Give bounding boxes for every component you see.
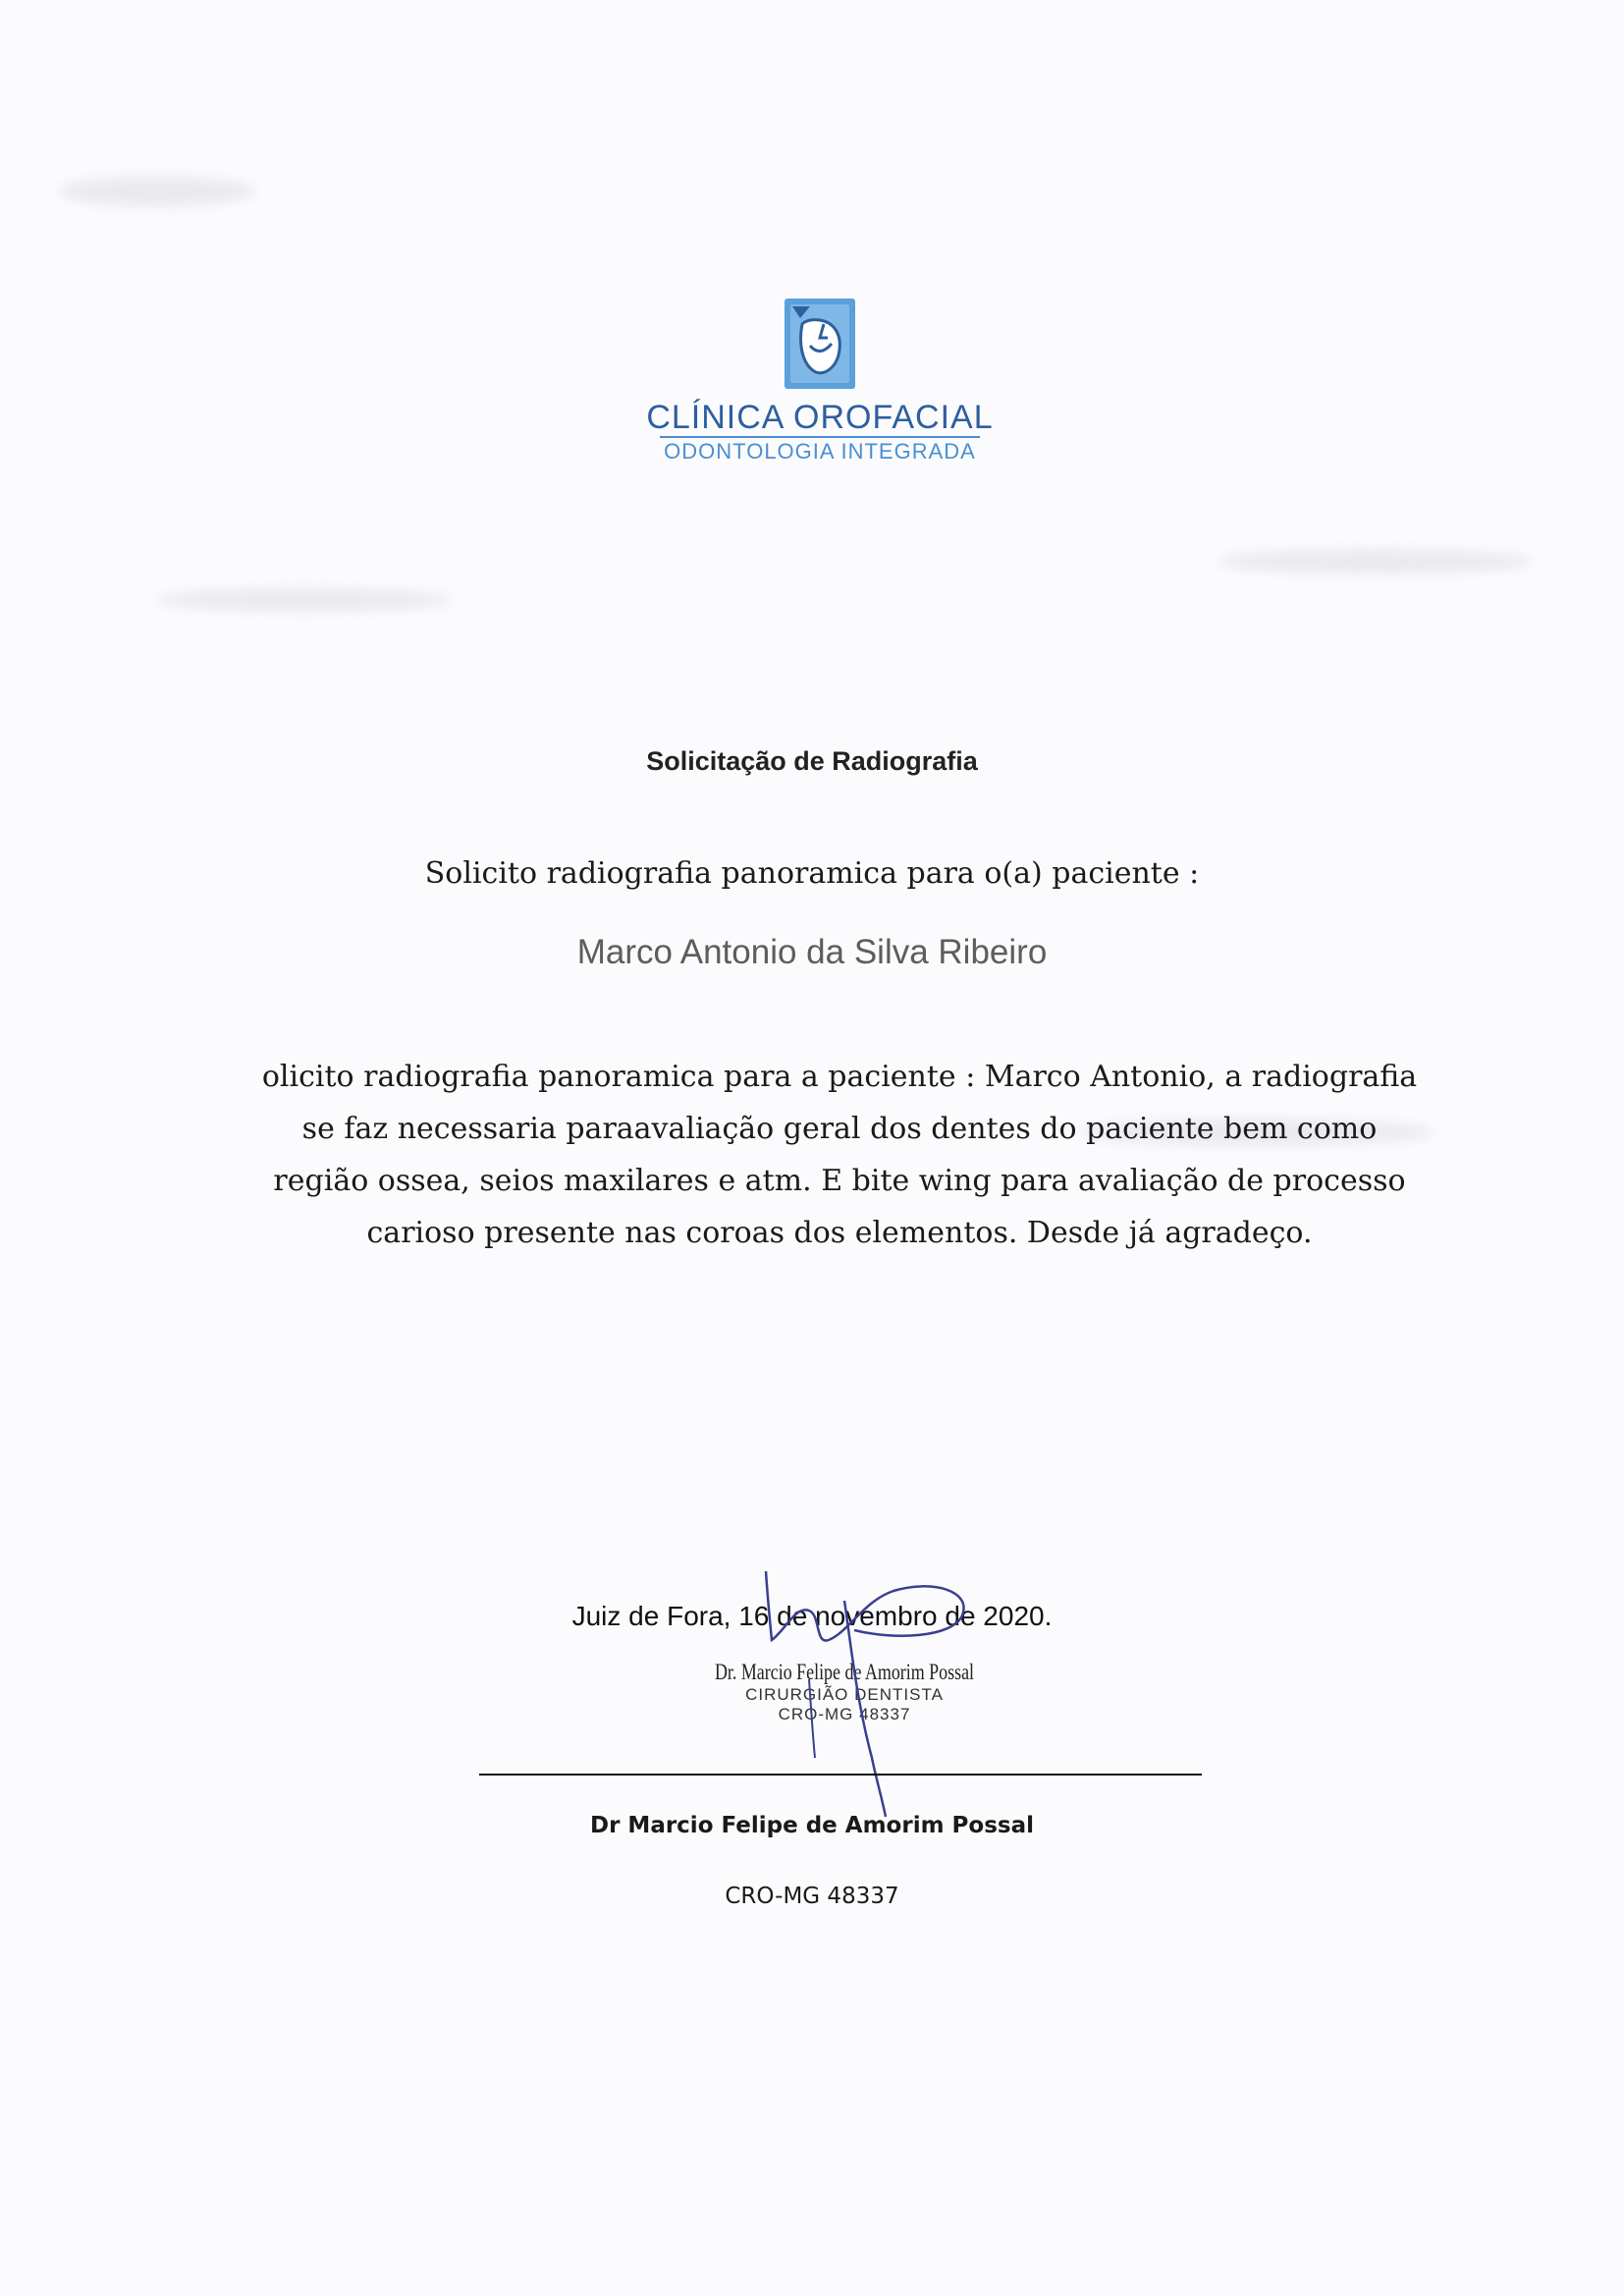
tooth-face-logo-icon xyxy=(781,295,859,393)
stamp-name: Dr. Marcio Felipe de Amorim Possal xyxy=(714,1660,975,1684)
stamp-role: CIRURGIÃO DENTISTA xyxy=(745,1685,944,1704)
patient-name: Marco Antonio da Silva Ribeiro xyxy=(576,933,1048,971)
professional-stamp xyxy=(648,1660,1041,1724)
scan-smudge xyxy=(1218,550,1532,574)
request-body: olicito radiografia panoramica para a paciente : Marco Antonio, a radiografia se faz necessaria paraavaliação geral dos dentes do paciente bem como região ossea, seios maxilares e atm. E bite wing para avaliação de processo carioso presente nas coroas dos elementos. Desde já agradeço. xyxy=(261,1060,1418,1250)
signature-line xyxy=(479,1774,1202,1776)
clinic-name: CLÍNICA OROFACIAL xyxy=(646,399,994,436)
signer-name: Dr Marcio Felipe de Amorim Possal xyxy=(589,1813,1034,1838)
clinic-logo xyxy=(643,295,997,465)
signer-cro: CRO-MG 48337 xyxy=(725,1884,899,1909)
scan-smudge xyxy=(157,589,452,611)
scan-smudge xyxy=(59,177,255,206)
document-title: Solicitação de Radiografia xyxy=(646,746,978,776)
clinic-subtitle: ODONTOLOGIA INTEGRADA xyxy=(660,436,980,465)
request-line: Solicito radiografia panoramica para o(a) paciente : xyxy=(424,856,1200,891)
place-and-date: Juiz de Fora, 16 de novembro de 2020. xyxy=(571,1601,1053,1631)
stamp-cro: CRO-MG 48337 xyxy=(778,1705,911,1723)
